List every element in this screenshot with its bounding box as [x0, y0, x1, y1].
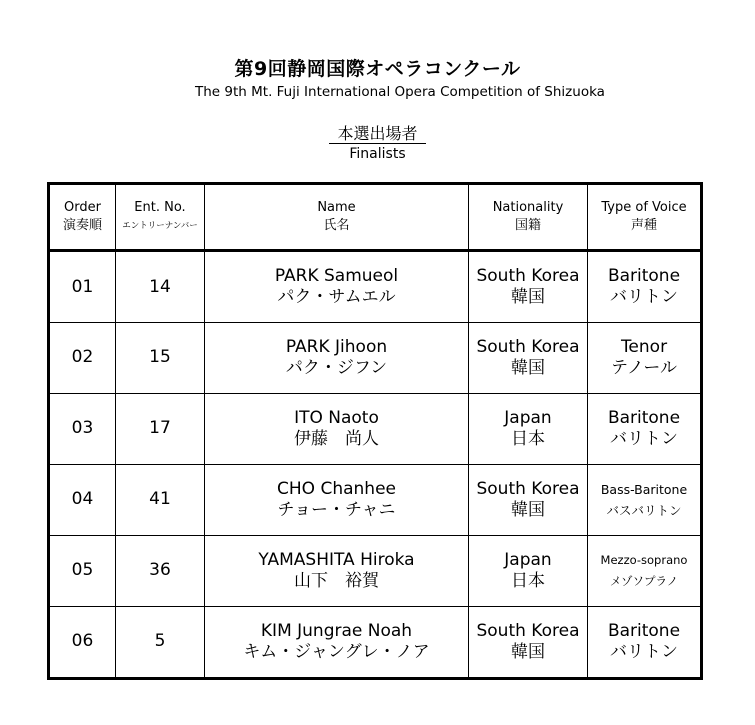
table-row — [49, 251, 702, 323]
name-jp: チョー・チャニ — [277, 499, 396, 520]
voice-cell — [588, 323, 702, 394]
voice-cell — [588, 606, 702, 678]
entry-cell: 14 — [116, 251, 205, 323]
col-header-jp: エントリーナンバー — [122, 221, 198, 231]
col-header-en: Type of Voice — [601, 200, 687, 215]
col-header-order — [49, 184, 116, 251]
name-en: KIM Jungrae Noah — [260, 620, 413, 641]
voice-en: Bass-Baritone — [600, 481, 688, 497]
col-header-en: Nationality — [492, 200, 564, 215]
col-header-jp: 声種 — [630, 218, 657, 233]
col-header-jp: 国籍 — [514, 218, 541, 233]
table-row — [49, 606, 702, 678]
entry-cell: 36 — [116, 535, 205, 606]
name-jp: 伊藤 尚人 — [294, 428, 379, 449]
voice-en: Baritone — [607, 266, 681, 286]
name-cell — [205, 606, 469, 678]
voice-en: Baritone — [607, 620, 681, 641]
name-en: ITO Naoto — [294, 407, 379, 428]
table-row — [49, 393, 702, 464]
name-jp: パク・サムエル — [277, 287, 396, 307]
title-english: The 9th Mt. Fuji International Opera Competition of Shizuoka — [195, 84, 605, 100]
voice-jp: メゾソプラノ — [609, 573, 679, 588]
voice-cell — [588, 251, 702, 323]
table-row — [49, 323, 702, 394]
voice-cell — [588, 535, 702, 606]
nationality-cell — [469, 464, 588, 535]
col-header-jp: 氏名 — [323, 218, 350, 233]
nationality-jp: 韓国 — [511, 357, 545, 378]
col-header-entry — [116, 184, 205, 251]
entry-cell: 5 — [116, 606, 205, 678]
col-header-en: Order — [64, 200, 101, 215]
order-cell: 01 — [49, 251, 116, 323]
name-en: CHO Chanhee — [277, 478, 396, 499]
name-jp: キム・ジャングレ・ノア — [243, 641, 430, 662]
name-en: YAMASHITA Hiroka — [258, 549, 415, 570]
nationality-jp: 日本 — [511, 570, 545, 591]
col-header-name — [205, 184, 469, 251]
voice-cell — [588, 464, 702, 535]
voice-jp: バリトン — [610, 641, 678, 662]
voice-en: Mezzo-soprano — [600, 552, 688, 567]
nationality-jp: 日本 — [511, 428, 545, 449]
finalists-table — [47, 182, 703, 680]
nationality-en: South Korea — [476, 336, 580, 357]
voice-jp: バリトン — [610, 428, 678, 449]
table-row — [49, 535, 702, 606]
name-cell — [205, 393, 469, 464]
nationality-cell — [469, 606, 588, 678]
order-cell: 03 — [49, 393, 116, 464]
name-jp: 山下 裕賀 — [294, 570, 379, 591]
entry-cell: 15 — [116, 323, 205, 394]
nationality-en: South Korea — [476, 266, 580, 286]
name-en: PARK Jihoon — [285, 336, 388, 357]
nationality-jp: 韓国 — [511, 499, 545, 520]
voice-en: Baritone — [607, 407, 681, 428]
nationality-en: Japan — [504, 407, 552, 428]
nationality-cell — [469, 323, 588, 394]
nationality-cell — [469, 393, 588, 464]
order-cell: 02 — [49, 323, 116, 394]
entry-cell: 41 — [116, 464, 205, 535]
voice-jp: バリトン — [610, 287, 678, 307]
nationality-en: South Korea — [476, 478, 580, 499]
order-cell: 06 — [49, 606, 116, 678]
voice-en: Tenor — [620, 336, 668, 357]
nationality-en: Japan — [504, 549, 552, 570]
voice-cell — [588, 393, 702, 464]
header-row — [49, 184, 702, 251]
col-header-en: Name — [317, 200, 356, 215]
nationality-jp: 韓国 — [511, 287, 545, 307]
subtitle-japanese — [0, 121, 755, 144]
name-cell — [205, 251, 469, 323]
order-cell: 04 — [49, 464, 116, 535]
name-jp: パク・ジフン — [285, 357, 388, 378]
nationality-jp: 韓国 — [511, 641, 545, 662]
name-cell — [205, 464, 469, 535]
title-japanese: 第9回静岡国際オペラコンクール — [234, 58, 521, 80]
nationality-cell — [469, 535, 588, 606]
name-cell — [205, 323, 469, 394]
name-en: PARK Samueol — [274, 266, 399, 286]
col-header-nationality — [469, 184, 588, 251]
name-cell — [205, 535, 469, 606]
table-row — [49, 464, 702, 535]
nationality-en: South Korea — [476, 620, 580, 641]
subtitle-english: Finalists — [349, 146, 406, 162]
col-header-en: Ent. No. — [134, 200, 186, 215]
voice-jp: テノール — [611, 357, 677, 378]
nationality-cell — [469, 251, 588, 323]
entry-cell: 17 — [116, 393, 205, 464]
subtitle-japanese-text: 本選出場者 — [329, 124, 425, 144]
col-header-voice — [588, 184, 702, 251]
voice-jp: バスバリトン — [606, 502, 682, 518]
col-header-jp: 演奏順 — [62, 218, 102, 233]
order-cell: 05 — [49, 535, 116, 606]
